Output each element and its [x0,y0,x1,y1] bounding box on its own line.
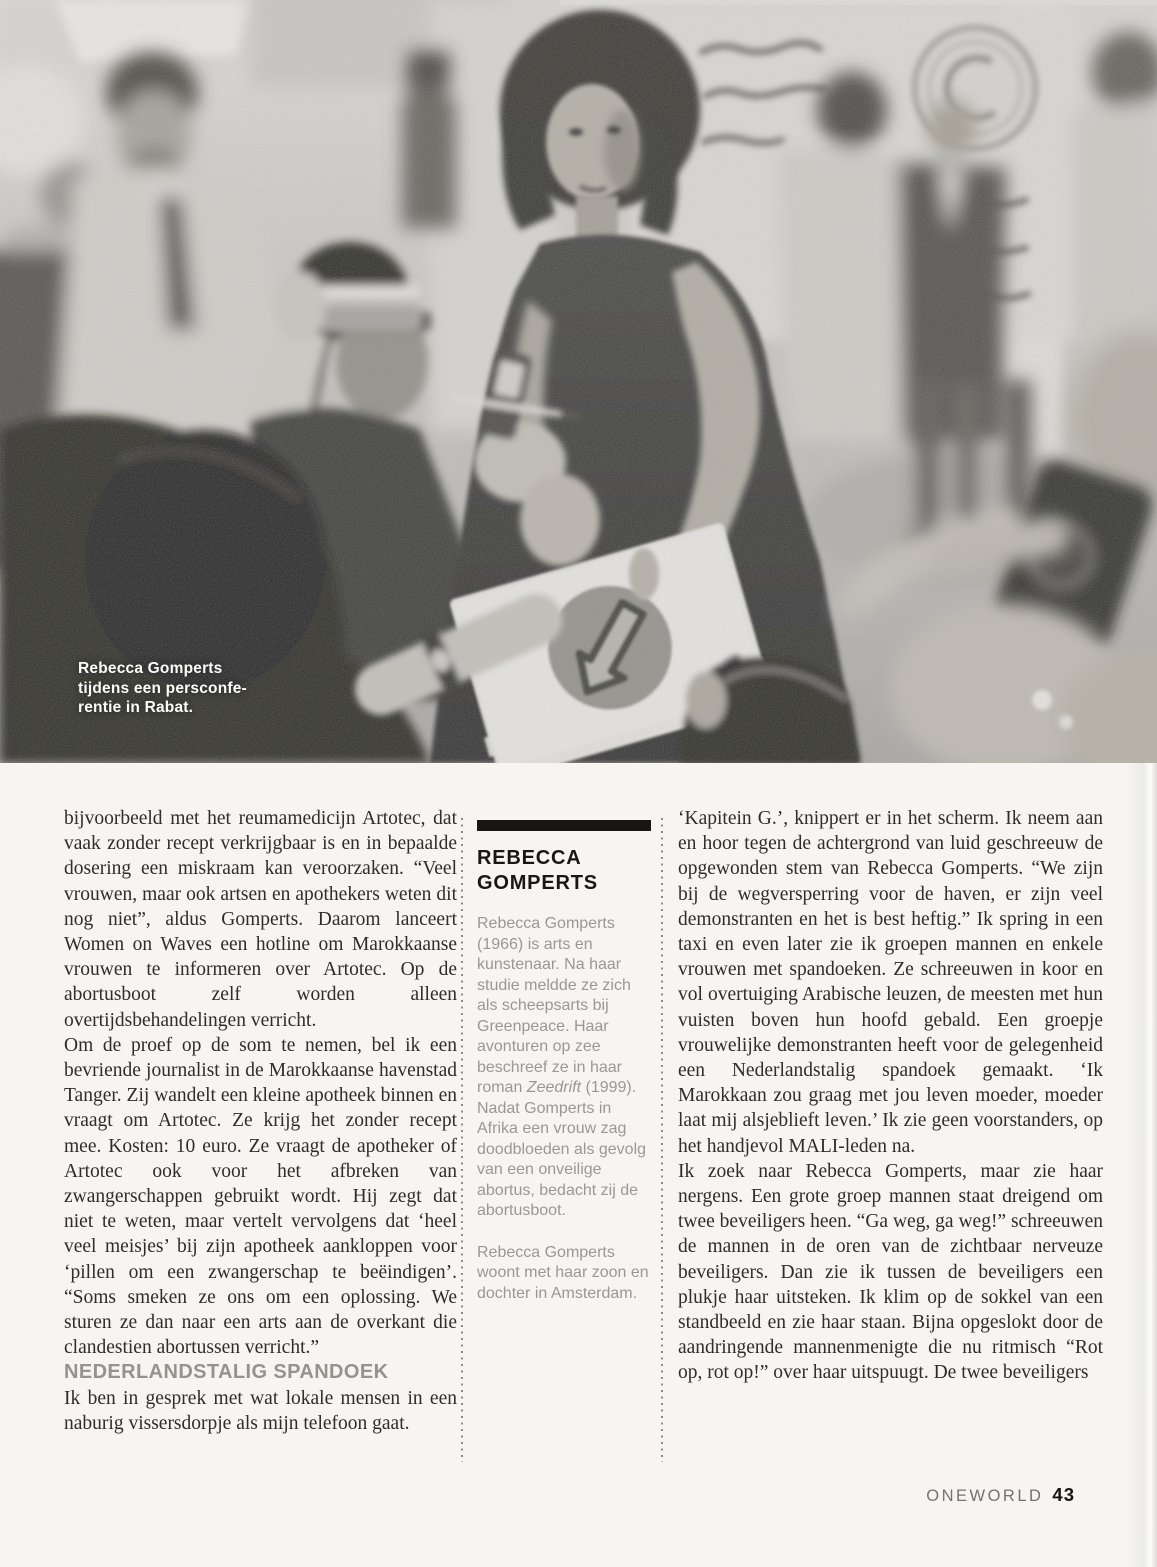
article-column-right [678,806,1103,1386]
caption-line: Rebecca Gomperts [78,660,223,677]
scan-page-edge [1127,763,1157,1567]
photo-illustration [0,0,1157,763]
sidebar-bio-paragraph [477,914,651,1099]
dotted-column-rule-right [661,818,663,1462]
photo-caption [78,659,247,718]
caption-line: tijdens een persconfe- [78,679,247,697]
sidebar-bio-paragraph: Nadat Gomperts in Afrika een vrouw zag doodbloeden als gevolg van een onveilige abortus, bedacht zij de abortusboot. [477,1099,647,1219]
film-grain-overlay [0,0,1157,763]
page-number: 43 [1052,1484,1075,1505]
bio-text: (1999). [581,1079,637,1096]
dotted-column-rule-left [461,818,463,1462]
page-footer [926,1484,1075,1506]
article-paragraph: Ik zoek naar Rebecca Gomperts, maar zie haar nergens. Een grote groep mannen staat dreigend om twee beveiligers heen. “Ga weg, ga weg!” schreeuwen de mannen in de oren van de zichtbaar nerveuze beveiligers. Dan zie ik tussen de beveiligers een plukje haar uitsteken. Ik klim op de sokkel van een standbeeld en zie haar staan. Bijna opgeslokt door de aandringende mannenmenigte die nu ritmisch “Rot op, rot op!” over haar uitspuugt. De twee beveiligers [678,1160,1104,1384]
article-column-left [64,806,457,1436]
book-title: Zeedrift [526,1079,582,1096]
article-paragraph: bijvoorbeeld met het reumamedicijn Artotec, dat vaak zonder recept verkrijgbaar is en in bepaalde dosering een miskraam kan veroorzaken. “Veel vrouwen, maar ook artsen en apothekers weten dit nog niet”, aldus Gomperts. Daarom lanceert Women on Waves een hotline om Marokkaanse vrouwen te informeren over Artotec. Op de abortusboot zelf worden alleen overtijdsbehandelingen verricht. [64,808,457,1031]
article-paragraph: Om de proef op de som te nemen, bel ik een bevriende journalist in de Marokkaanse havenstad Tanger. Zij wandelt een kleine apotheek binnen en vraagt om Artotec. Ze krijg het zonder recept mee. Kosten: 10 euro. Ze vraagt de apotheker of Artotec ook voor het afbreken van zwangerschappen gebruikt wordt. Hij zegt dat niet te weten, maar vertelt vervolgens dat ‘heel veel meisjes’ bij zijn apotheek aankloppen voor ‘pillen om een zwangerschap te beëindigen’. “Soms smeken ze ons om een oplossing. We sturen ze dan naar een arts aan de overkant die clandestien abortussen verricht.” [64,1034,457,1359]
sidebar-top-bar [477,820,651,831]
caption-line: rentie in Rabat. [78,699,194,716]
section-subheading: NEDERLANDSTALIG SPANDOEK [64,1361,389,1384]
sidebar-title: REBECCA GOMPERTS [477,847,598,894]
article-paragraph: Ik ben in gesprek met wat lokale mensen in een naburig vissersdorpje als mijn telefoon gaat. [64,1387,457,1434]
magazine-name: ONEWORLD [926,1487,1044,1505]
press-conference-photo [0,0,1157,763]
article-paragraph: ‘Kapitein G.’, knippert er in het scherm. Ik neem aan en hoor tegen de achtergrond van luid geschreeuw de opgewonden stem van Rebecca Gomperts. “We zijn bij de wegversperring voor de haven, er zijn veel demonstranten en het is best heftig.” Ik spring in een taxi en even later zie ik groepen mannen en enkele vrouwen met spandoeken. Ze schreeuwen in koor en vol overtuiging Arabische leuzen, de meesten met hun vuisten boven hun hoofd gebald. Een groepje vrouwelijke demonstranten heeft voor de gelegenheid een Nederlandstalig spandoek gemaakt. ‘Ik Marokkaan zou graag met jou leven moeder, moeder laat mij alsjeblieft leven.’ Ik zie geen voorstanders, op het handjevol MALI-leden na. [678,808,1103,1157]
bio-text: Rebecca Gomperts (1966) is arts en kunstenaar. Na haar studie meldde ze zich als scheepsarts bij Greenpeace. Haar avonturen op zee beschreef ze in haar roman [477,915,631,1096]
bio-sidebar [477,820,651,1304]
sidebar-bio-paragraph: Rebecca Gomperts woont met haar zoon en dochter in Amsterdam. [477,1243,649,1302]
